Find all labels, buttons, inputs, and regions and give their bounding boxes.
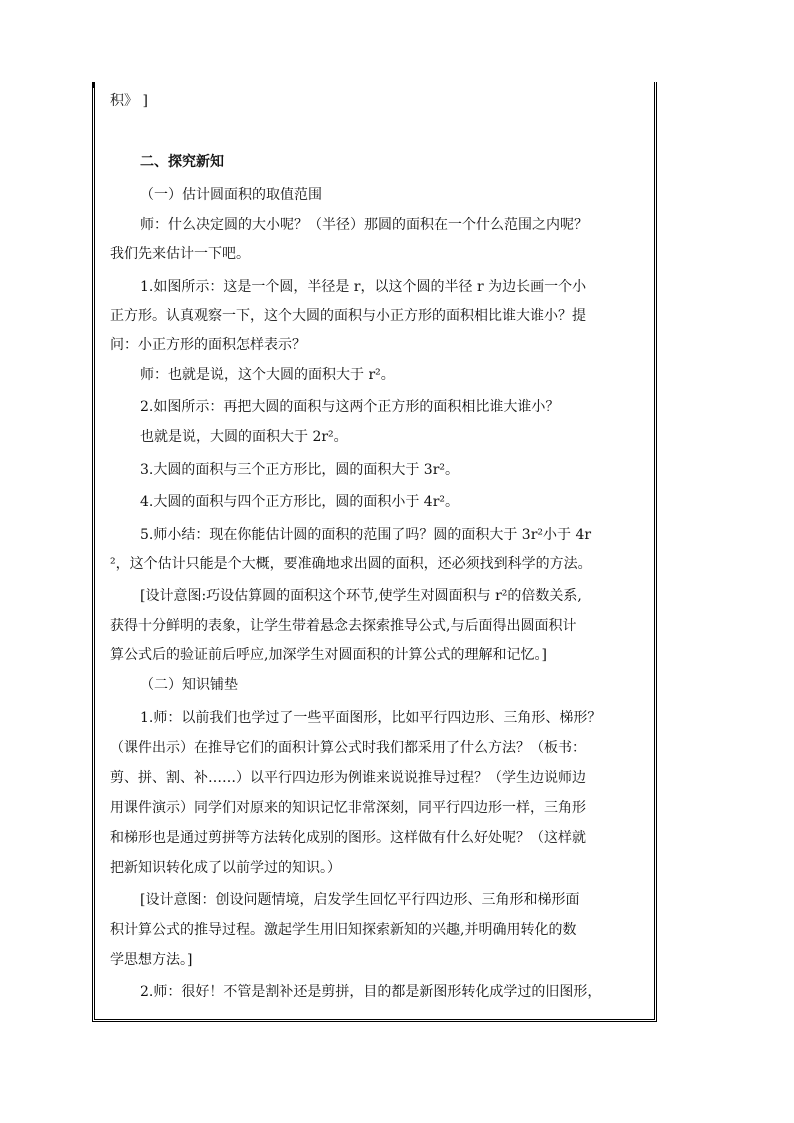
text-line: 1.如图所示：这是一个圆，半径是 r，以这个圆的半径 r 为边长画一个小 bbox=[140, 279, 587, 295]
text-line: 2.师：很好！不管是割补还是剪拼，目的都是新图形转化成学过的旧图形， bbox=[140, 984, 602, 1000]
text-line: 也就是说，大圆的面积大于 2r²。 bbox=[140, 429, 348, 445]
text-line: ²，这个估计只能是个大概，要准确地求出圆的面积，还必须找到科学的方法。 bbox=[110, 556, 592, 572]
text-line: 剪、拼、割、补……）以平行四边形为例谁来说说推导过程？（学生边说师边 bbox=[110, 770, 586, 786]
text-line: 2.如图所示：再把大圆的面积与这两个正方形的面积相比谁大谁小？ bbox=[140, 399, 560, 415]
text-line: 5.师小结：现在你能估计圆的面积的范围了吗？圆的面积大于 3r²小于 4r bbox=[140, 527, 592, 543]
design-intent-line: 积计算公式的推导过程。激起学生用旧知探索新知的兴趣,并明确用转化的数 bbox=[110, 922, 577, 938]
text-line: 师：也就是说，这个大圆的面积大于 r²。 bbox=[140, 367, 395, 383]
design-intent-line: [设计意图：创设问题情境，启发学生回忆平行四边形、三角形和梯形面 bbox=[140, 892, 580, 908]
text-line: 和梯形也是通过剪拼等方法转化成别的图形。这样做有什么好处呢？（这样就 bbox=[110, 830, 586, 846]
text-line: 用课件演示）同学们对原来的知识记忆非常深刻，同平行四边形一样，三角形 bbox=[110, 800, 586, 816]
text-line: 4.大圆的面积与四个正方形比，圆的面积小于 4r²。 bbox=[140, 494, 460, 510]
text-line: （课件出示）在推导它们的面积计算公式时我们都采用了什么方法？（板书： bbox=[110, 740, 586, 756]
design-intent-line: 获得十分鲜明的表象，让学生带着悬念去探索推导公式,与后面得出圆面积计 bbox=[110, 618, 577, 634]
text-line: 问：小正方形的面积怎样表示？ bbox=[110, 337, 306, 353]
subsection-heading: （二）知识铺垫 bbox=[140, 677, 238, 693]
text-line: 把新知识转化成了以前学过的知识。） bbox=[110, 860, 341, 876]
text-line: 3.大圆的面积与三个正方形比，圆的面积大于 3r²。 bbox=[140, 462, 460, 478]
design-intent-line: 算公式后的验证前后呼应,加深学生对圆面积的计算公式的理解和记忆。] bbox=[110, 647, 547, 663]
subsection-heading: （一）估计圆面积的取值范围 bbox=[140, 187, 322, 203]
text-line: 积》 ] bbox=[110, 93, 148, 109]
text-line: 师：什么决定圆的大小呢？（半径）那圆的面积在一个什么范围之内呢？ bbox=[140, 217, 588, 233]
text-line: 1.师：以前我们也学过了一些平面图形，比如平行四边形、三角形、梯形？ bbox=[140, 710, 602, 726]
text-line: 我们先来估计一下吧。 bbox=[110, 246, 250, 262]
design-intent-line: 学思想方法。] bbox=[110, 952, 193, 968]
section-heading: 二、探究新知 bbox=[140, 154, 224, 170]
text-line: 正方形。认真观察一下，这个大圆的面积与小正方形的面积相比谁大谁小？提 bbox=[110, 308, 586, 324]
design-intent-line: [设计意图:巧设估算圆的面积这个环节,使学生对圆面积与 r²的倍数关系, bbox=[140, 588, 582, 604]
